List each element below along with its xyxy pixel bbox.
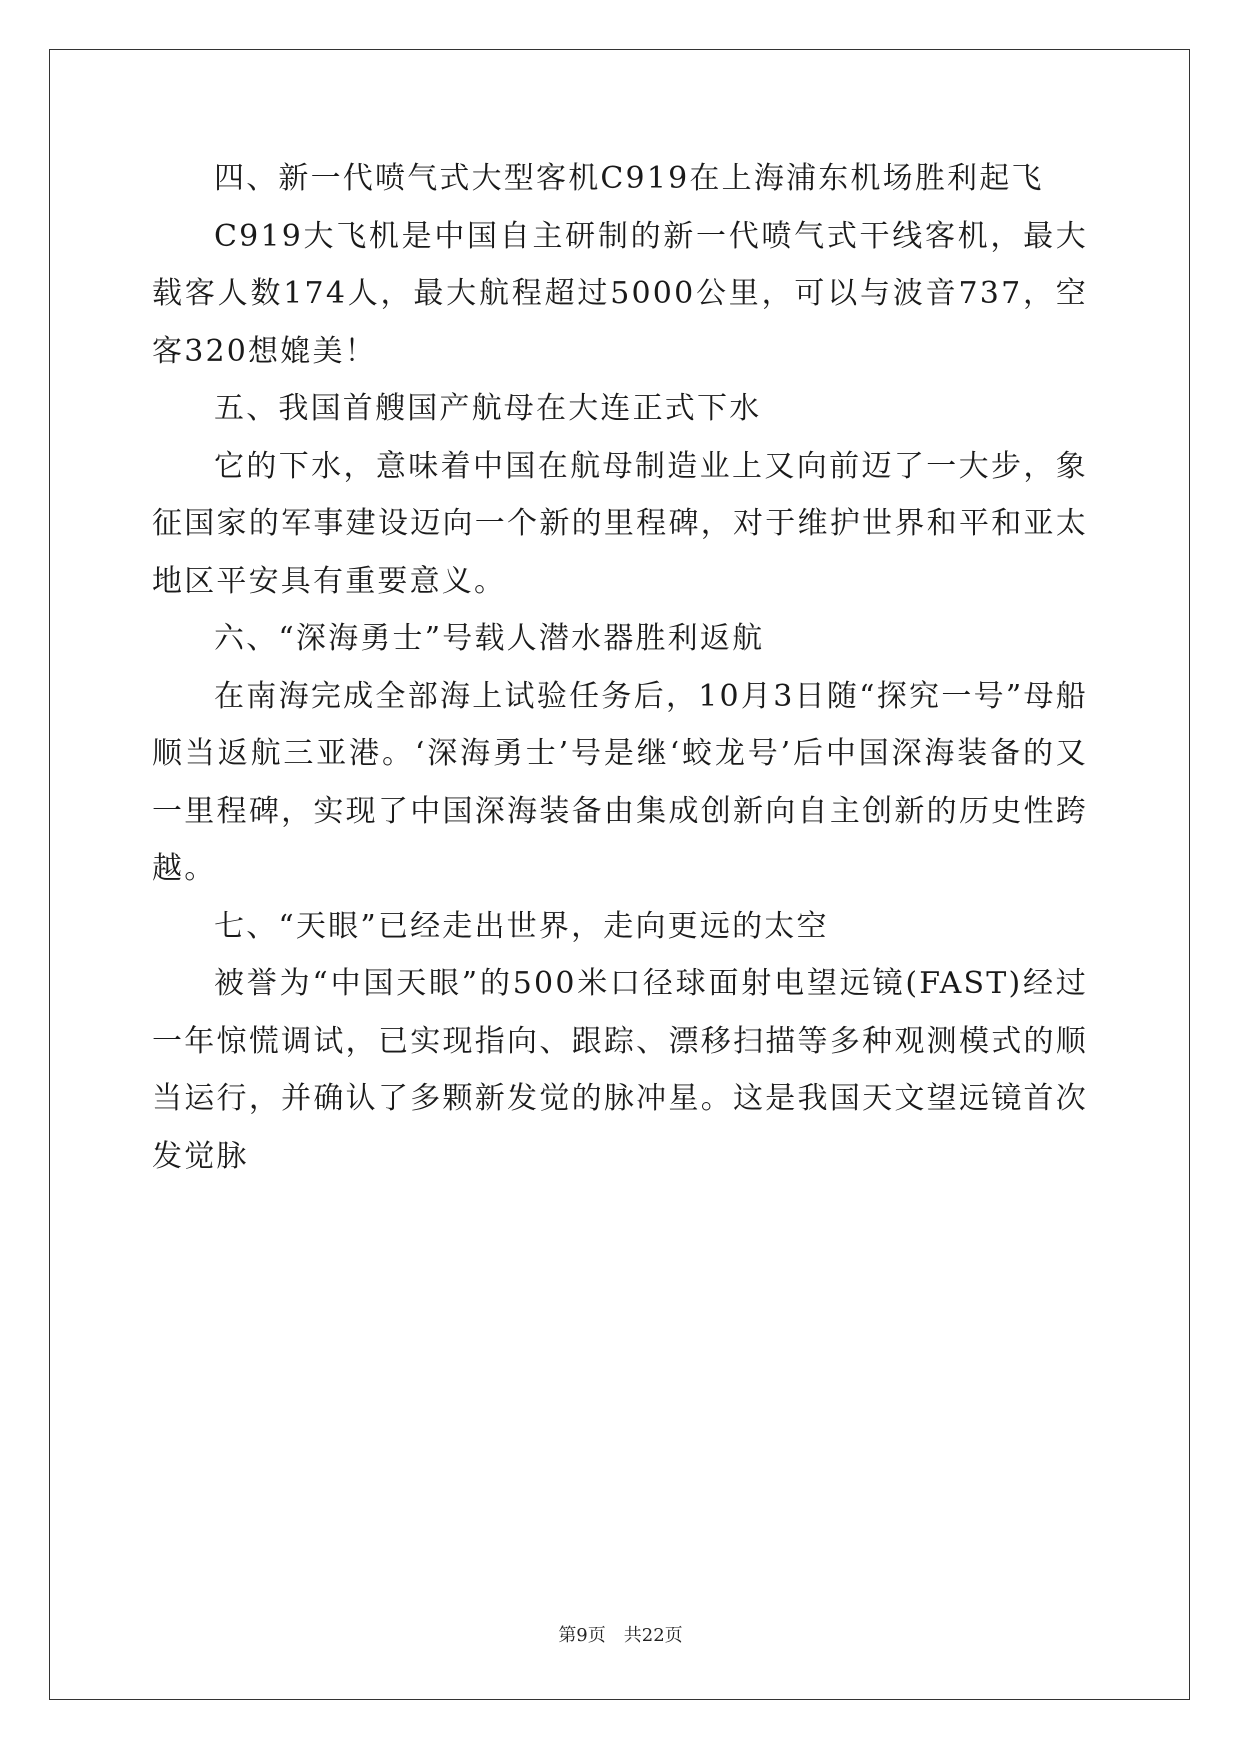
heading-item-5: 五、我国首艘国产航母在大连正式下水 xyxy=(214,391,762,426)
paragraph-fast-telescope: 被誉为“中国天眼”的500米口径球面射电望远镜(FAST)经过一年惊慌调试，已实现指向、跟踪、漂移扫描等多种观测模式的顺当运行，并确认了多颗新发觉的脉冲星。这是我国天文望远镜首次发觉脉 xyxy=(152,966,1088,1174)
paragraph-c919: C919大飞机是中国自主研制的新一代喷气式干线客机，最大载客人数174人，最大航程超过5000公里，可以与波音737，空客320想媲美！ xyxy=(152,218,1088,369)
paragraph-carrier: 它的下水，意味着中国在航母制造业上又向前迈了一大步，象征国家的军事建设迈向一个新的里程碑，对于维护世界和平和亚太地区平安具有重要意义。 xyxy=(152,448,1088,599)
document-body xyxy=(152,150,1088,1185)
heading-item-4: 四、新一代喷气式大型客机C919在上海浦东机场胜利起飞 xyxy=(214,161,1044,196)
paragraph-submersible: 在南海完成全部海上试验任务后，10月3日随“探究一号”母船顺当返航三亚港。‘深海勇士’号是继‘蛟龙号’后中国深海装备的又一里程碑，实现了中国深海装备由集成创新向自主创新的历史性跨越。 xyxy=(152,678,1088,886)
page-number-footer: 第9页 共22页 xyxy=(558,1625,683,1646)
heading-item-7: 七、“天眼”已经走出世界，走向更远的太空 xyxy=(214,908,829,944)
heading-item-6: 六、“深海勇士”号载人潜水器胜利返航 xyxy=(214,621,765,656)
